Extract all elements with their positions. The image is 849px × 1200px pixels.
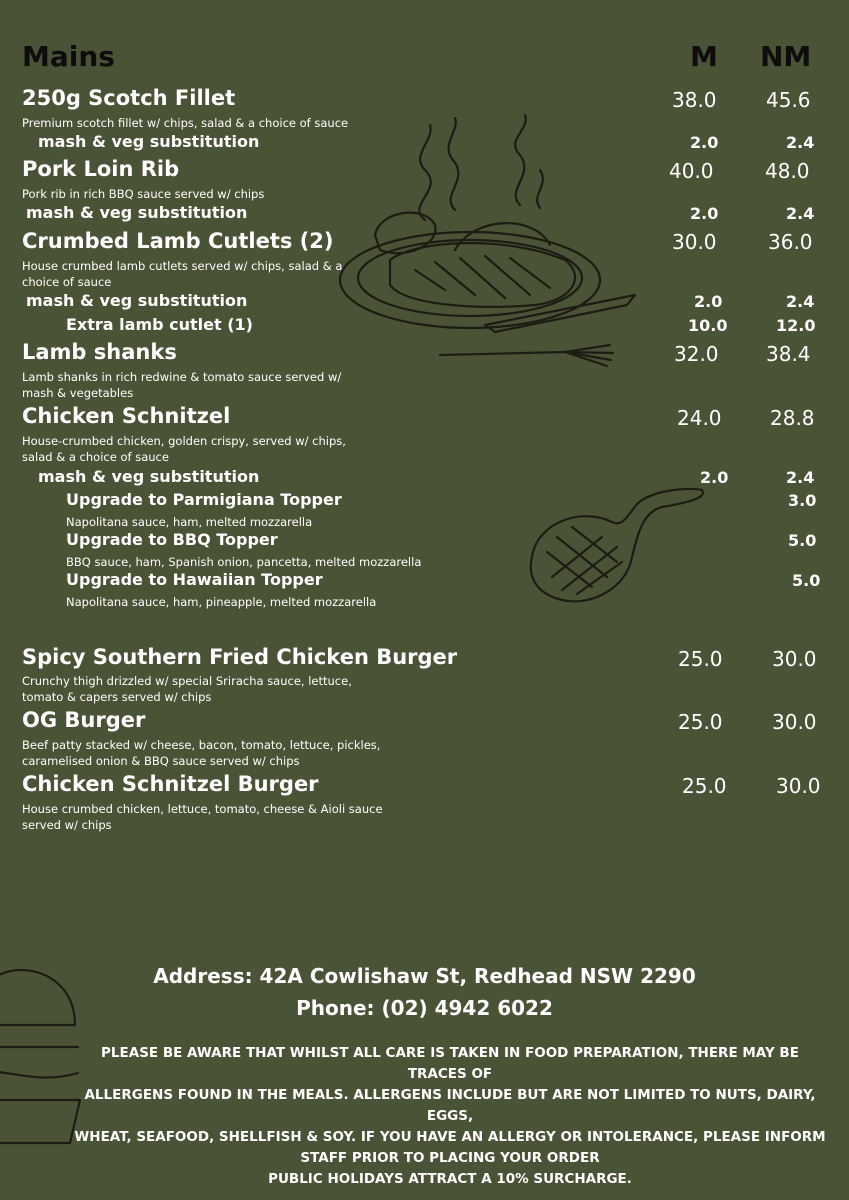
price-nm: 36.0 [768,230,813,254]
substitution-label: mash & veg substitution [38,467,260,486]
substitution-price-nm: 2.4 [786,204,815,223]
price-m: 38.0 [672,88,717,112]
menu-item-description: House crumbed chicken, lettuce, tomato, cheese & Aioli sauce served w/ chips [22,802,383,832]
menu-item-name: OG Burger [22,708,146,732]
upgrade-price: 5.0 [792,571,821,590]
upgrade-label: Upgrade to Hawaiian Topper [66,570,323,589]
menu-item-description: Beef patty stacked w/ cheese, bacon, tomato, lettuce, pickles, caramelised onion & BBQ sauce served w/ chips [22,738,381,768]
price-m: 30.0 [672,230,717,254]
price-nm: 38.4 [766,342,811,366]
address: Address: 42A Cowlishaw St, Redhead NSW 2290 [153,964,696,988]
upgrade-price: 3.0 [788,491,817,510]
menu-item-name: Chicken Schnitzel [22,404,231,428]
price-nm: 30.0 [772,710,817,734]
substitution-label: mash & veg substitution [26,291,248,310]
notice-line: STAFF PRIOR TO PLACING YOUR ORDER [300,1150,600,1166]
price-nm: 48.0 [765,159,810,183]
substitution-label: mash & veg substitution [38,132,260,151]
menu-item-description: Lamb shanks in rich redwine & tomato sauce served w/ mash & vegetables [22,370,342,400]
substitution-price-m: 2.0 [690,133,719,152]
price-nm: 30.0 [776,774,821,798]
tomahawk-steak-icon [522,482,712,612]
price-m: 24.0 [677,406,722,430]
menu-item-name: 250g Scotch Fillet [22,86,236,110]
column-header-m: M [690,40,718,73]
substitution-price-m: 2.0 [690,204,719,223]
substitution-price-nm: 2.4 [786,133,815,152]
upgrade-description: Napolitana sauce, ham, melted mozzarella [66,515,313,529]
menu-heading: Mains [22,40,115,73]
substitution-price-m: 2.0 [700,468,729,487]
substitution-label: mash & veg substitution [26,203,248,222]
menu-item-name: Pork Loin Rib [22,157,180,181]
upgrade-label: Upgrade to Parmigiana Topper [66,490,342,509]
menu-item-description: House crumbed lamb cutlets served w/ chips, salad & a choice of sauce [22,259,343,289]
allergen-notice [70,1043,830,1190]
extra-item-price-nm: 12.0 [776,316,816,335]
price-nm: 30.0 [772,647,817,671]
surcharge-notice: PUBLIC HOLIDAYS ATTRACT A 10% SURCHARGE. [268,1171,632,1187]
notice-line: PLEASE BE AWARE THAT WHILST ALL CARE IS TAKEN IN FOOD PREPARATION, THERE MAY BE TRACES OF [101,1045,799,1082]
menu-item-description: House-crumbed chicken, golden crispy, served w/ chips, salad & a choice of sauce [22,434,346,464]
substitution-price-nm: 2.4 [786,292,815,311]
menu-item-description: Crunchy thigh drizzled w/ special Sriracha sauce, lettuce, tomato & capers served w/ chips [22,674,352,704]
price-m: 25.0 [682,774,727,798]
substitution-price-nm: 2.4 [786,468,815,487]
price-m: 25.0 [678,710,723,734]
notice-line: ALLERGENS FOUND IN THE MEALS. ALLERGENS INCLUDE BUT ARE NOT LIMITED TO NUTS, DAIRY, EGGS, [84,1087,816,1124]
price-nm: 28.8 [770,406,815,430]
price-m: 40.0 [669,159,714,183]
menu-item-name: Crumbed Lamb Cutlets (2) [22,229,334,253]
upgrade-price: 5.0 [788,531,817,550]
phone-number: Phone: (02) 4942 6022 [296,996,553,1020]
menu-item-name: Chicken Schnitzel Burger [22,772,319,796]
extra-item-price-m: 10.0 [688,316,728,335]
menu-item-description: Premium scotch fillet w/ chips, salad & a choice of sauce [22,116,349,130]
upgrade-description: Napolitana sauce, ham, pineapple, melted mozzarella [66,595,377,609]
upgrade-label: Upgrade to BBQ Topper [66,530,278,549]
substitution-price-m: 2.0 [694,292,723,311]
menu-item-name: Lamb shanks [22,340,177,364]
menu-item-description: Pork rib in rich BBQ sauce served w/ chips [22,187,265,201]
extra-item-label: Extra lamb cutlet (1) [66,315,253,334]
column-header-nm: NM [760,40,812,73]
menu-item-name: Spicy Southern Fried Chicken Burger [22,645,458,669]
steak-plate-illustration-icon [335,110,645,380]
price-m: 25.0 [678,647,723,671]
notice-line: WHEAT, SEAFOOD, SHELLFISH & SOY. IF YOU HAVE AN ALLERGY OR INTOLERANCE, PLEASE INFORM [74,1129,826,1145]
upgrade-description: BBQ sauce, ham, Spanish onion, pancetta, melted mozzarella [66,555,422,569]
price-nm: 45.6 [766,88,811,112]
price-m: 32.0 [674,342,719,366]
